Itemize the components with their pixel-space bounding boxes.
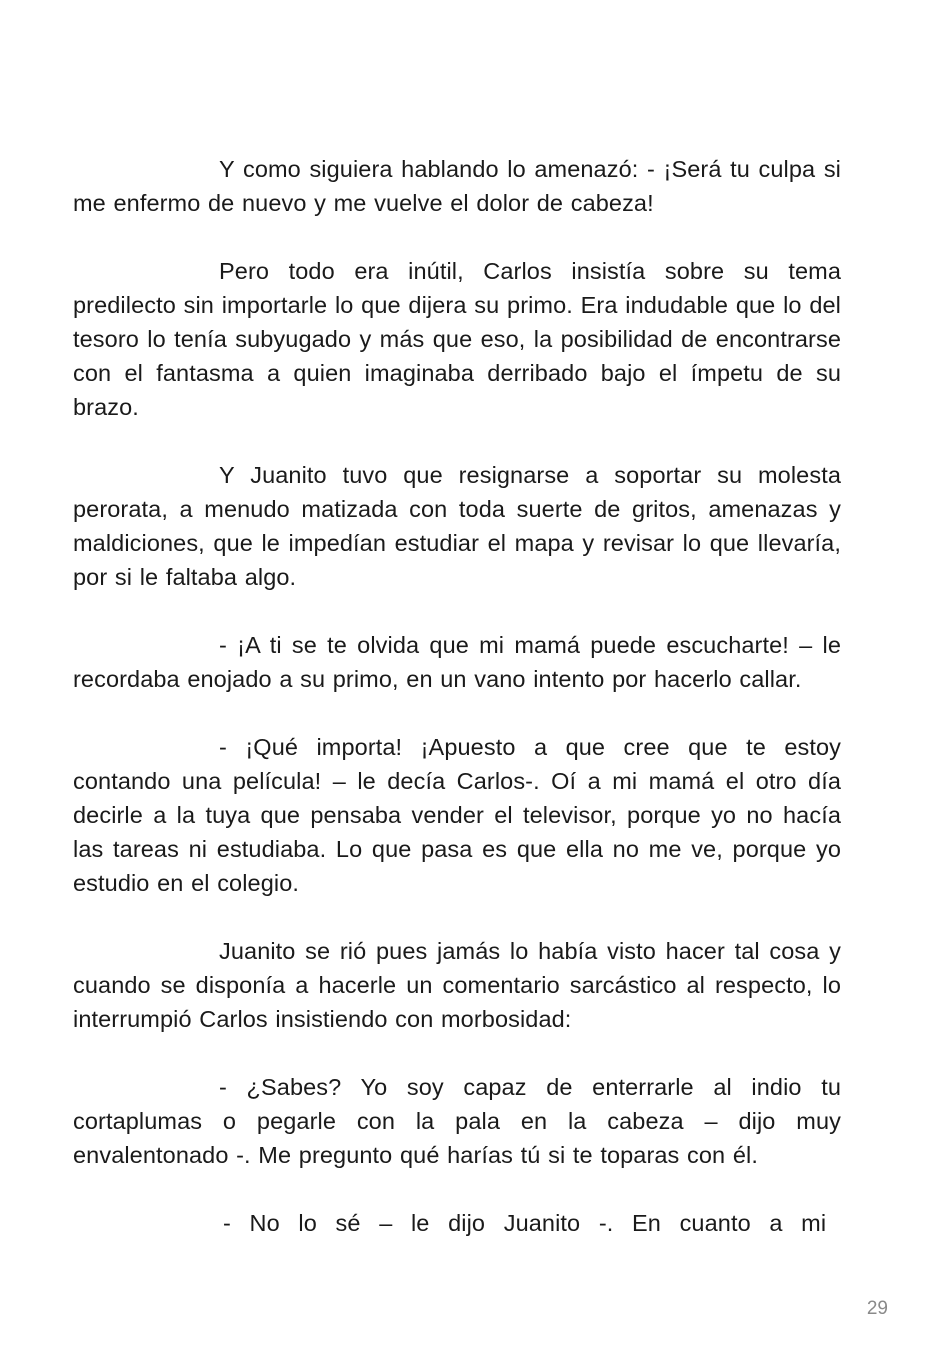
paragraph: - ¡A ti se te olvida que mi mamá puede escucharte! – le recordaba enojado a su primo, en un vano intento por hacerlo callar. [73,632,841,692]
page-number: 29 [866,1298,888,1319]
paragraph: - ¡Qué importa! ¡Apuesto a que cree que te estoy contando una película! – le decía Carlos-. Oí a mi mamá el otro día decirle a la tuya que pensaba vender el televisor, porque yo no hacía las tareas ni estudiaba. Lo que pasa es que ella no me ve, porque yo estudio en el colegio. [73,734,841,896]
paragraph: - ¿Sabes? Yo soy capaz de enterrarle al indio tu cortaplumas o pegarle con la pala en la cabeza – dijo muy envalentonado -. Me pregunto qué harías tú si te toparas con él. [73,1074,841,1168]
paragraph: Juanito se rió pues jamás lo había visto hacer tal cosa y cuando se disponía a hacerle un comentario sarcástico al respecto, lo interrumpió Carlos insistiendo con morbosidad: [73,938,841,1032]
paragraph: Pero todo era inútil, Carlos insistía sobre su tema predilecto sin importarle lo que dijera su primo. Era indudable que lo del tesoro lo tenía subyugado y más que eso, la posibilidad de encontrarse con el fantasma a quien imaginaba derribado bajo el ímpetu de su brazo. [73,258,841,420]
page-body [73,152,841,1240]
paragraph: Y Juanito tuvo que resignarse a soportar su molesta perorata, a menudo matizada con toda suerte de gritos, amenazas y maldiciones, que le impedían estudiar el mapa y revisar lo que llevaría, por si le faltaba algo. [73,462,841,590]
paragraph: Y como siguiera hablando lo amenazó: - ¡Será tu culpa si me enfermo de nuevo y me vuelve el dolor de cabeza! [73,156,841,216]
paragraph: - No lo sé – le dijo Juanito -. En cuanto a mi [223,1210,827,1236]
